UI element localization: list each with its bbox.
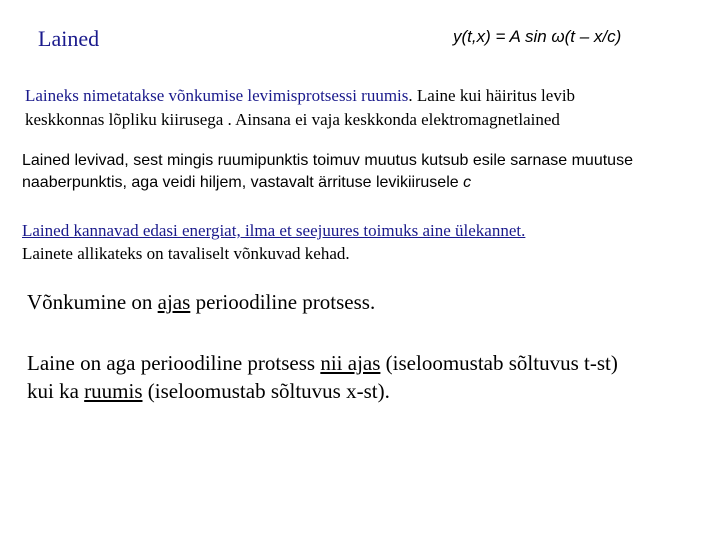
speed-variable: c [463, 174, 472, 191]
definition-paragraph [25, 84, 575, 132]
text-fragment: on aga perioodiline protsess [74, 351, 321, 375]
definition-line2: keskkonnas lõpliku kiirusega . Ainsana ei vaja keskkonda elektromagnetlained [25, 110, 560, 129]
propagation-paragraph [22, 150, 633, 194]
oscillation-statement [27, 290, 375, 315]
text-fragment: (iseloomustab sõltuvus x-st). [142, 379, 390, 403]
page-title: Lained [38, 26, 100, 51]
propagation-line1: Lained levivad, sest mingis ruumipunktis toimuv muutus kutsub esile sarnase muutuse [22, 152, 633, 169]
wave-statement [27, 349, 618, 405]
text-fragment: on [126, 290, 158, 314]
propagation-line2: naaberpunktis, aga veidi hiljem, vastavalt ärrituse levikiirusele [22, 174, 464, 191]
definition-text: . Laine kui häiritus levib [408, 86, 576, 105]
emphasis-time: ajas [157, 290, 191, 314]
text-fragment: (iseloomustab sõltuvus t-st) [380, 351, 618, 375]
term-wave: Laine [27, 351, 75, 375]
text-fragment: kui ka [27, 379, 85, 403]
text-fragment: perioodiline protsess. [190, 290, 376, 314]
energy-link[interactable]: Lained kannavad edasi energiat, ilma et seejuures toimuks aine ülekannet. [22, 221, 526, 240]
term-oscillation: Võnkumine [27, 290, 127, 314]
sources-line: Lainete allikateks on tavaliselt võnkuvad kehad. [22, 244, 350, 263]
wave-formula: y(t,x) = A sin ω(t – x/c) [453, 27, 622, 46]
definition-highlight: Laineks nimetatakse võnkumise levimisprotsessi ruumis [25, 86, 409, 105]
energy-paragraph [22, 219, 525, 265]
emphasis-space: ruumis [84, 379, 143, 403]
emphasis-time: nii ajas [320, 351, 381, 375]
